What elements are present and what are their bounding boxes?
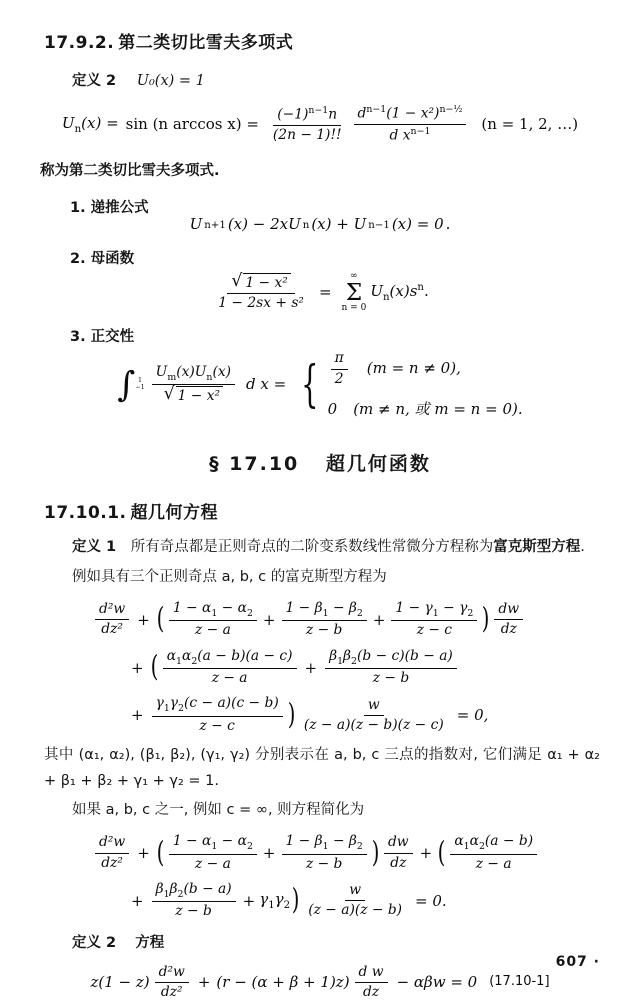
definition-2-line [72, 69, 640, 94]
equation-tag: (17.10-1] [489, 974, 550, 990]
definition-1-bold-b: 型方程 [536, 539, 581, 556]
definition-1-period: . [580, 539, 585, 556]
formula-un-range: (n = 1, 2, …) [481, 114, 579, 133]
formula-orthogonality: ∫ 1 −1 $U_m(x)U_n(x)$ √ 1 − x² d x = { $\frac{\pi}{2}$ (m = n ≠ 0), 0 (m ≠ n, 或 m = n = 0). [117, 350, 523, 418]
formula-un-lhs: $U_n(x)$ = [61, 113, 119, 135]
definition-2-label: 定义 2 [72, 73, 117, 89]
formula-generating-function: √ 1 − x² 1 − 2sx + s² = ∞ Σ n = 0 $U_n(x)s^n$. [218, 270, 429, 314]
page-number: 607 · [555, 954, 600, 970]
definition-2-label: 定义 2 [72, 934, 117, 951]
formula-hypergeometric-equation: z(1 − z) $\frac{\text{d²w}}{\text{dz²}}$ + (r − (α + β + 1)z) $\frac{\text{d w}}{dz}$ − αβw = 0 (17.10-1] [90, 964, 550, 1001]
case-row-1: $\frac{\pi}{2}$ (m = n ≠ 0), [328, 350, 523, 387]
section-title: 超几何方程 [130, 503, 219, 524]
formula-un-frac2: $\frac{d^{n-1}(1 - x^2)^{n-\frac{1}{2}}}{d x^{n-1}}$ [354, 104, 467, 145]
example-paragraph: 例如具有三个正则奇点 a, b, c 的富克斯型方程为 [72, 568, 387, 585]
section-heading-17-10 [0, 449, 640, 476]
list-item-recurrence: 1. 递推公式 [70, 200, 149, 217]
definition-1-text: 所有奇点都是正则奇点的二阶变系数线性常微分方程称为 [130, 539, 494, 556]
section-title: 超几何函数 [325, 453, 431, 476]
simplified-line-1: $\frac{\text{d²w}}{\text{dz²}}$ + ( $\frac{1 - \alpha_1 - \alpha_2}{z - a}$ + $\frac{1 - \beta_1 - \beta_2}{z - b}$ ) $\frac{dw}{dz}$ + ( $\frac{\alpha_1\alpha_2(a - b)}{z - a}$ [92, 833, 640, 873]
section-heading-17-10-1 [44, 498, 640, 523]
definition-1-paragraph [44, 535, 640, 560]
if-paragraph: 如果 a, b, c 之一, 例如 c = ∞, 则方程简化为 [72, 801, 365, 818]
formula-un-sin: sin (n arccos x) = [125, 114, 259, 133]
section-number: 17.10.1. [44, 503, 127, 524]
section-heading-17-9-2 [44, 28, 640, 53]
definition-1-label: 定义 1 [72, 539, 117, 556]
fuchs-line-1: $\frac{\text{d²w}}{\text{dz²}}$ + ( $\frac{1 - \alpha_1 - \alpha_2}{z - a}$ + $\frac{1 - \beta_1 - \beta_2}{z - b}$ + $\frac{1 - \gamma_1 - \gamma_2}{z - c}$ ) $\frac{dw}{dz}$ [92, 600, 640, 640]
formula-un-frac1: $\frac{(-1)^{n-1}n}{(2n - 1)!!}$ [272, 105, 342, 143]
section-title: 第二类切比雪夫多项式 [118, 33, 294, 53]
where-paragraph: 其中 (α₁, α₂), (β₁, β₂), (γ₁, γ₂) 分别表示在 a, b, c 三点的指数对, 它们满足 α₁ + α₂ + β₁ + β₂ + γ₁ + γ₂ = 1. [44, 747, 600, 789]
summation-symbol: ∞ Σ n = 0 [341, 271, 367, 314]
definition-1-bold-a: 富克斯 [493, 539, 537, 556]
formula-chebyshev-un [0, 104, 640, 145]
fuchs-line-2: + ( $\frac{\alpha_1\alpha_2(a - b)(a - c)}{z - a}$ + $\frac{\beta_1\beta_2(b - c)(b - a)}{z - b}$ [126, 648, 640, 688]
definition-2-heading [72, 931, 640, 956]
simplified-line-2: + $\frac{\beta_1\beta_2(b - a)}{z - b}$ + $\gamma_1\gamma_2$ ) $\frac{w}{(z - a)(z - b)}$ = 0. [131, 880, 447, 920]
case-row-2: 0 (m ≠ n, 或 m = n = 0). [327, 399, 523, 418]
section-number: 17.9.2. [44, 33, 115, 53]
list-item-generating-function: 2. 母函数 [70, 250, 135, 267]
formula-recurrence: U n+1 (x) − 2xU n (x) + U n−1 (x) = 0 . [189, 215, 451, 234]
integral-symbol: ∫ [117, 364, 136, 405]
list-item-orthogonality: 3. 正交性 [70, 329, 135, 346]
definition-2-formula: U₀(x) = 1 [136, 73, 205, 89]
formula-fuchs-equation [92, 600, 640, 735]
fuchs-line-3: + $\frac{\gamma_1\gamma_2(c - a)(c - b)}{z - c}$ ) $\frac{w}{(z - a)(z - b)(z - c)}$ = 0, [131, 695, 489, 734]
called-line: 称为第二类切比雪夫多项式. [40, 163, 220, 180]
definition-2-word: 方程 [135, 934, 165, 951]
formula-simplified-equation [92, 833, 640, 920]
section-number: § 17.10 [209, 453, 300, 476]
